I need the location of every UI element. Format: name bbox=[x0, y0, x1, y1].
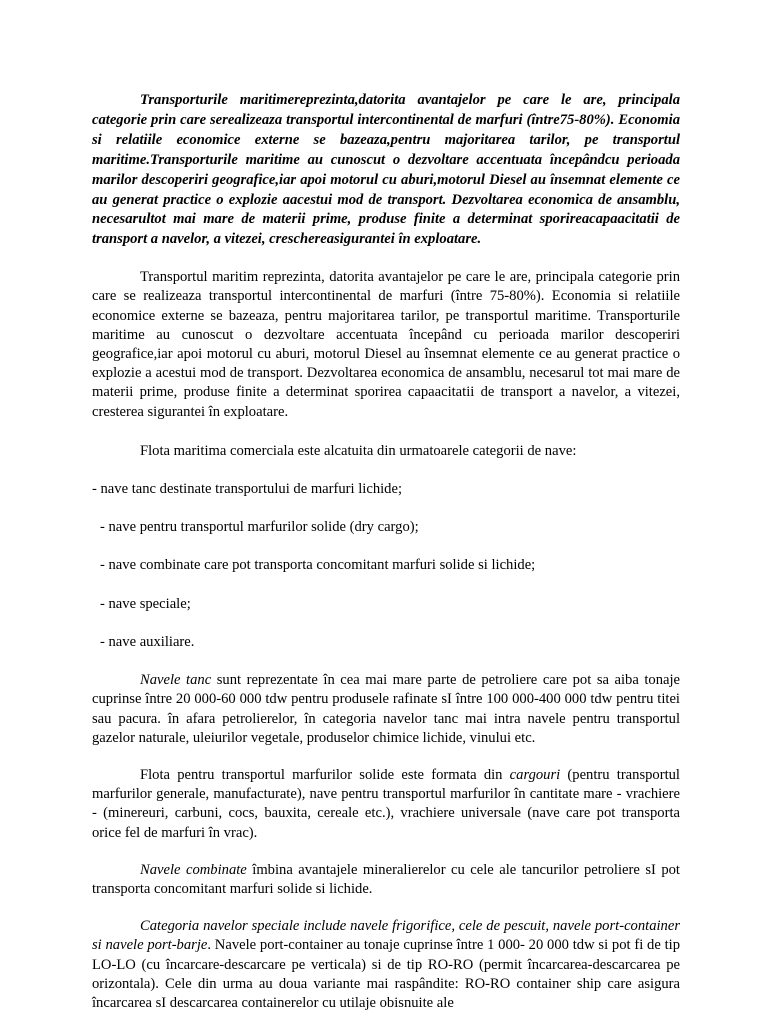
tank-ships-text: sunt reprezentate în cea mai mare parte de petroliere care pot sa aiba tonaje cuprinse între 20 000-60 000 tdw pentru produsele rafinate sI între 100 000-400 000 tdw pentru titei sau pacura. în afara petrolierelor, în categoria navelor tanc mai intra navele pentru transportul gazelor naturale, uleiurilor vegetale, produselor chimice lichide, vinului etc. bbox=[92, 672, 681, 746]
list-item-auxiliary: - nave auxiliare. bbox=[100, 633, 195, 650]
combined-ships-paragraph bbox=[92, 861, 680, 899]
solid-cargo-text-before: Flota pentru transportul marfurilor solide este formata din bbox=[140, 766, 510, 783]
tank-ships-term: Navele tanc bbox=[140, 672, 212, 689]
special-ships-text: . Navele port-container au tonaje cuprinse între 1 000- 20 000 tdw si pot fi de tip LO-LO (cu încarcare-descarcare pe verticala) si de tip RO-RO (permit încarcarea-descarcarea pe orizontala). Cele din urma au doua variante mai raspândite: RO-RO container ship care asigura încarcarea sI descarcarea containerelor cu utilaje obisnuite ale bbox=[92, 937, 680, 1011]
list-item-combined: - nave combinate care pot transporta concomitant marfuri solide si lichide; bbox=[100, 557, 536, 574]
combined-ships-term: Navele combinate bbox=[140, 861, 247, 878]
solid-cargo-paragraph bbox=[92, 766, 680, 843]
solid-cargo-text-after: (pentru transportul marfurilor generale, manufacturate), nave pentru transportul marfurilor în cantitate mare - vrachiere - (minereuri, carbuni, cocs, bauxita, cereale etc.), vrachiere universale (nave care pot transporta orice fel de marfuri în vrac). bbox=[92, 766, 680, 841]
body-paragraph-maritime: Transportul maritim reprezinta, datorita avantajelor pe care le are, principala categorie prin care se realizeaza transportul intercontinental de marfuri (între 75-80%). Economia si relatiile economice externe se bazeaza, pentru majoritarea tarilor, pe transportul maritime. Transporturile maritime au cunoscut o dezvoltare accentuata începând cu perioada marilor descoperiri geografice,iar apoi motorul cu aburi, motorul Diesel au însemnat elemente ce au generat practice o explozie a acestui mod de transport. Dezvoltarea economica de ansamblu, necesarul tot mai mare de materii prime, produse finite a determinat sporirea capaacitatii de transport a navelor, a vitezei, cresterea sigurantei în exploatare. bbox=[92, 269, 680, 420]
list-item-special: - nave speciale; bbox=[100, 595, 191, 612]
combined-ships-text: îmbina avantajele mineralierelor cu cele ale tancurilor petroliere sI pot transporta concomitant marfuri solide si lichide. bbox=[92, 861, 680, 897]
intro-paragraph: Transporturile maritimereprezinta,datorita avantajelor pe care le are, principala categorie prin care serealizeaza transportul intercontinental de marfuri (între75-80%). Economia si relatiile economice externe se bazeaza,pentru majoritarea tarilor, pe transportul maritime.Transporturile maritime au cunoscut o dezvoltare accentuata începândcu perioada marilor descoperiri geografice,iar apoi motorul cu aburi,motorul Diesel au însemnat elemente ce au generat practice o explozie aacestui mod de transport. Dezvoltarea economica de ansamblu, necesarultot mai mare de materii prime, produse finite a determinat sporireacapaacitatii de transport a navelor, a vitezei, creschereasigurantei în exploatare. bbox=[92, 92, 680, 248]
list-item-tank: - nave tanc destinate transportului de marfuri lichide; bbox=[92, 481, 403, 498]
cargo-ships-term: cargouri bbox=[509, 766, 561, 783]
tank-ships-paragraph bbox=[92, 671, 680, 748]
special-ships-paragraph bbox=[92, 917, 680, 1013]
special-ships-term: Categoria navelor speciale include navele frigorifice, cele de pescuit, navele port-container si navele port-barje bbox=[92, 918, 680, 954]
list-item-dry-cargo: - nave pentru transportul marfurilor solide (dry cargo); bbox=[100, 519, 419, 536]
fleet-intro-paragraph: Flota maritima comerciala este alcatuita din urmatoarele categorii de nave: bbox=[140, 442, 577, 459]
